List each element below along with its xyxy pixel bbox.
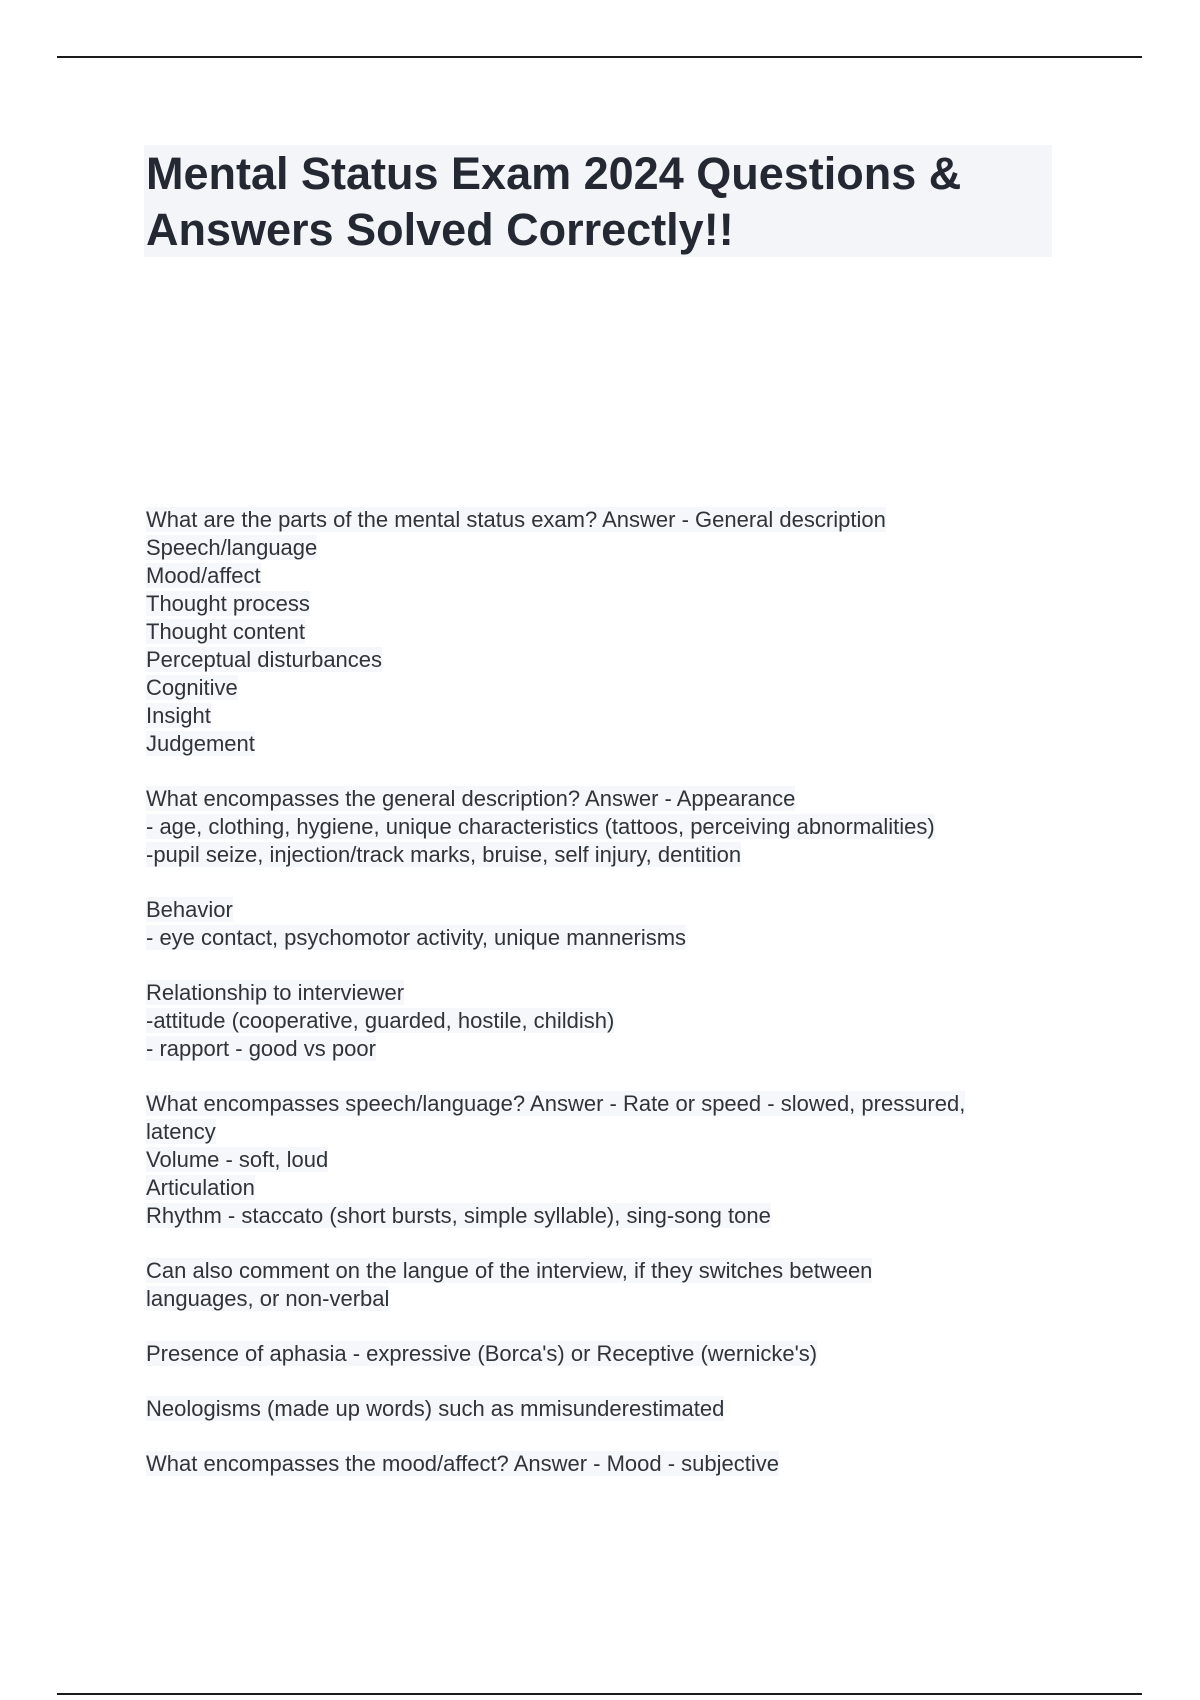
text-block-aphasia [146, 1340, 1066, 1368]
top-divider [57, 56, 1142, 58]
text-line: Thought content [146, 619, 306, 644]
text-line: Cognitive [146, 675, 238, 700]
qa-block-parts [146, 506, 1066, 758]
document-title [146, 146, 1046, 258]
title-line: Mental Status Exam 2024 Questions & [146, 148, 962, 199]
bottom-divider [57, 1693, 1142, 1695]
text-line: latency [146, 1119, 216, 1144]
text-line: - age, clothing, hygiene, unique characteristics (tattoos, perceiving abnormalities) [146, 814, 935, 839]
text-line: Articulation [146, 1175, 255, 1200]
text-line: Mood/affect [146, 563, 261, 588]
text-line: What are the parts of the mental status exam? Answer - General description [146, 507, 886, 532]
text-line: Judgement [146, 731, 255, 756]
text-line: What encompasses the mood/affect? Answer - Mood - subjective [146, 1451, 780, 1476]
text-line: Speech/language [146, 535, 318, 560]
text-block-relationship [146, 979, 1066, 1063]
qa-block-speech-language [146, 1090, 1066, 1230]
text-line: Thought process [146, 591, 310, 616]
text-line: Neologisms (made up words) such as mmisunderestimated [146, 1396, 725, 1421]
text-block-neologisms [146, 1395, 1066, 1423]
text-line: languages, or non-verbal [146, 1286, 390, 1311]
qa-block-general-description [146, 785, 1066, 869]
text-line: Presence of aphasia - expressive (Borca's) or Receptive (wernicke's) [146, 1341, 818, 1366]
text-block-language-comment [146, 1257, 1066, 1313]
text-line: Can also comment on the langue of the interview, if they switches between [146, 1258, 873, 1283]
text-line: Relationship to interviewer [146, 980, 405, 1005]
text-line: Behavior [146, 897, 233, 922]
text-line: What encompasses the general description? Answer - Appearance [146, 786, 796, 811]
text-line: Insight [146, 703, 211, 728]
text-line: -attitude (cooperative, guarded, hostile, childish) [146, 1008, 615, 1033]
qa-block-mood-affect [146, 1450, 1066, 1478]
text-line: Rhythm - staccato (short bursts, simple syllable), sing-song tone [146, 1203, 771, 1228]
text-line: What encompasses speech/language? Answer - Rate or speed - slowed, pressured, [146, 1091, 966, 1116]
text-line: - eye contact, psychomotor activity, unique mannerisms [146, 925, 687, 950]
document-body [146, 506, 1066, 1505]
text-line: -pupil seize, injection/track marks, bruise, self injury, dentition [146, 842, 742, 867]
text-block-behavior [146, 896, 1066, 952]
text-line: Volume - soft, loud [146, 1147, 329, 1172]
text-line: - rapport - good vs poor [146, 1036, 376, 1061]
text-line: Perceptual disturbances [146, 647, 383, 672]
title-line: Answers Solved Correctly!! [146, 204, 734, 255]
